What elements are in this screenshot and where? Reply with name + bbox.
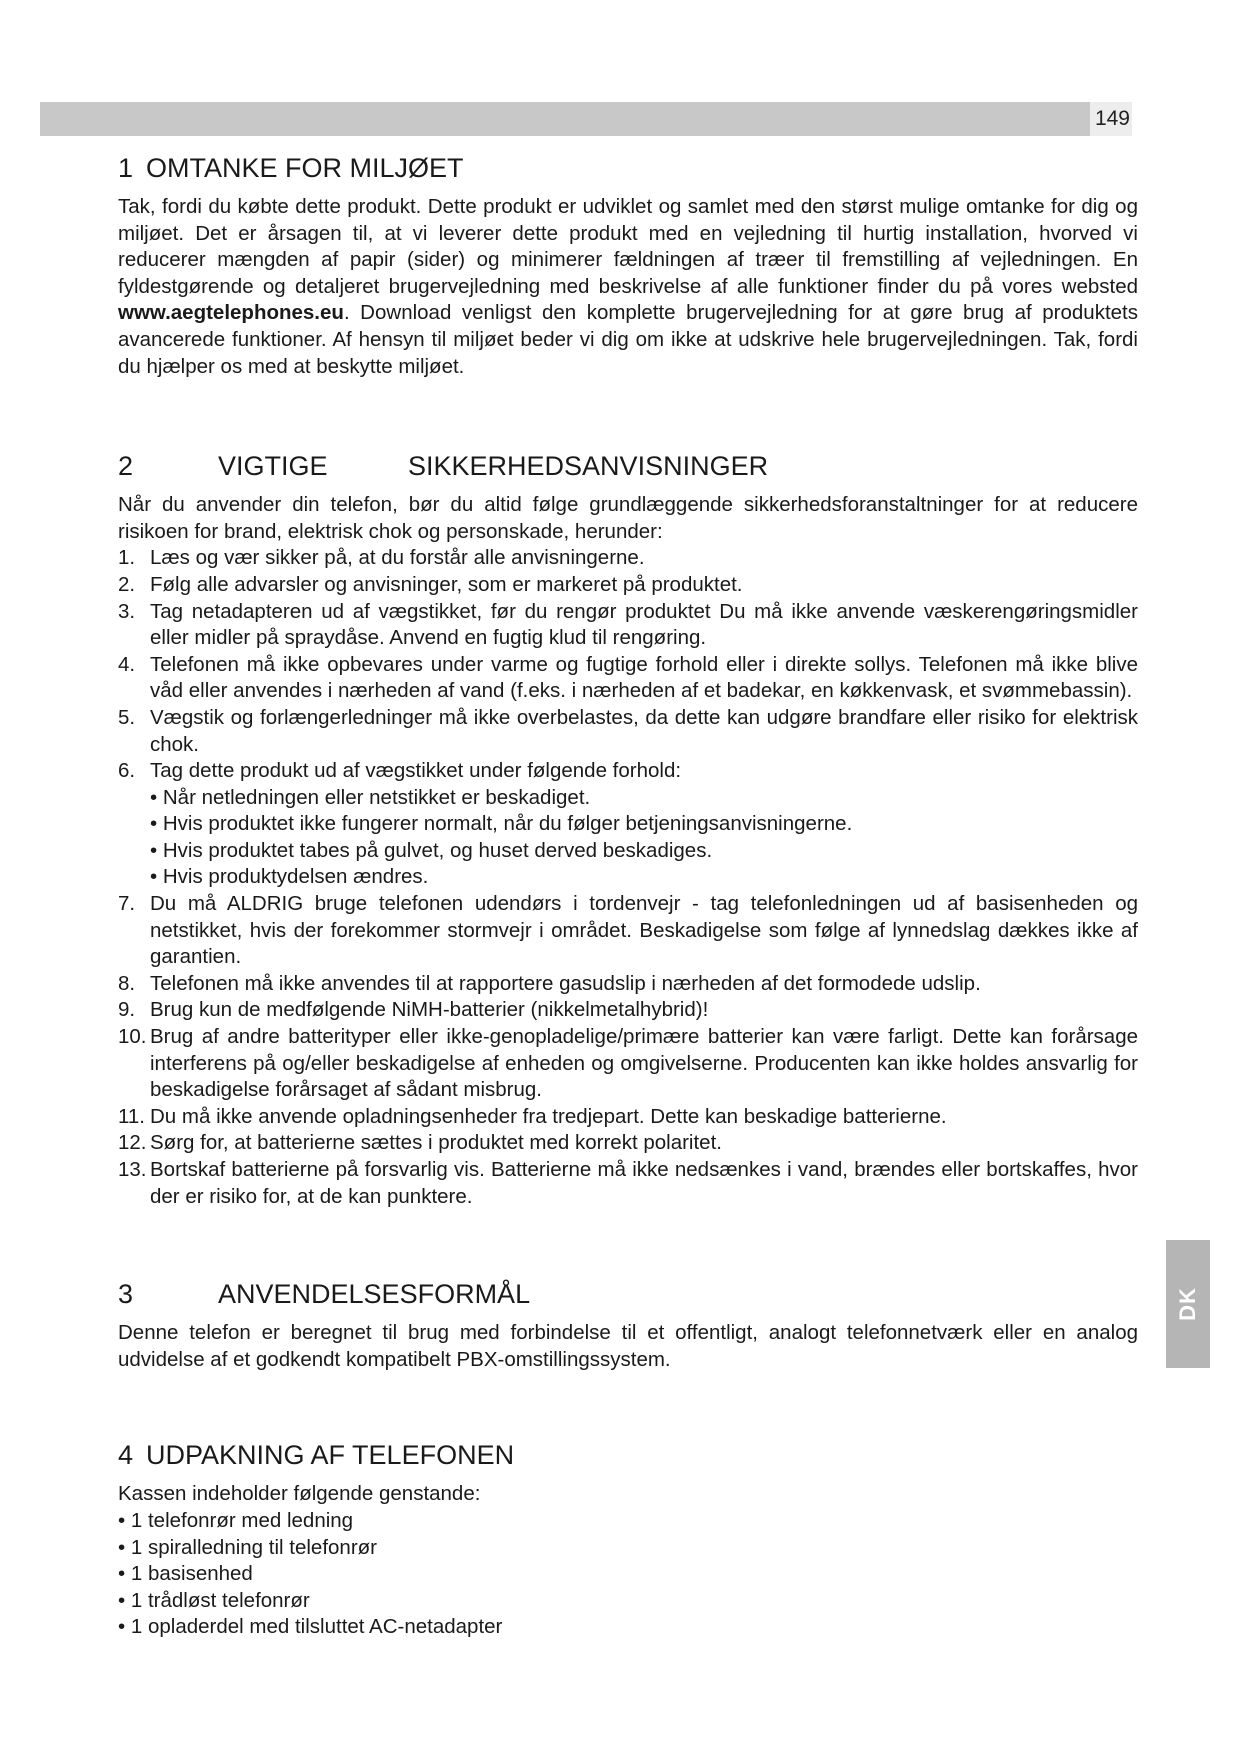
list-item (118, 599, 1138, 652)
list-item-text: Tag dette produkt ud af vægstikket under følgende forhold: (150, 759, 682, 783)
list-item-text: Sørg for, at batterierne sættes i produktet med korrekt polaritet. (150, 1131, 722, 1155)
list-item-number: 1. (118, 546, 136, 570)
section-1-title: OMTANKE FOR MILJØET (146, 153, 464, 183)
sub-list (150, 785, 1138, 891)
list-item-text: Vægstik og forlængerledninger må ikke overbelastes, da dette kan udgøre brandfare eller risiko for elektrisk chok. (150, 705, 1138, 756)
list-item-number: 2. (118, 572, 136, 596)
list-item (118, 1157, 1138, 1210)
section-2-intro: Når du anvender din telefon, bør du altid følge grundlæggende sikkerhedsforanstaltninger for at reducere risikoen for brand, elektrisk chok og personskade, herunder: (118, 493, 1138, 543)
section-1-text-before: Tak, fordi du købte dette produkt. Dette produkt er udviklet og samlet med den størst mulige omtanke for dig og miljøet. Det er årsagen til, at vi leverer dette produkt med en vejledning til hurtig installation, hvorved vi reducerer mængden af papir (sider) og minimerer fældningen af træer til fremstilling af vejledningen. En fyldestgørende og detaljeret brugervejledning med beskrivelse af alle funktioner finder du på vores websted (118, 195, 1138, 298)
section-environment (118, 150, 1138, 380)
sub-list-item: • Når netledningen eller netstikket er beskadiget. (150, 785, 591, 809)
list-item (118, 891, 1138, 971)
section-3-number: 3 (118, 1279, 134, 1310)
list-item (118, 1024, 1138, 1104)
section-2-title-word-1: VIGTIGE (218, 451, 328, 482)
sub-list-item: • Hvis produktet tabes på gulvet, og huset derved beskadiges. (150, 838, 713, 862)
section-1-paragraph (118, 194, 1138, 380)
list-item (118, 997, 1138, 1024)
list-item-number: 8. (118, 971, 136, 995)
list-item: • 1 telefonrør med ledning (118, 1508, 354, 1532)
box-contents-list (118, 1508, 1138, 1641)
section-1-text-after: . Download venligst den komplette brugervejledning for at gøre brug af produktets avancerede funktioner. Af hensyn til miljøet beder vi dig om ikke at udskrive hele brugervejledningen. Tak, fordi du hjælper os med at beskytte miljøet. (118, 301, 1138, 378)
section-2-heading (118, 448, 1138, 484)
list-item (118, 758, 1138, 891)
list-item: • 1 spiralledning til telefonrør (118, 1535, 377, 1559)
list-item-number: 5. (118, 705, 136, 729)
website-link[interactable]: www.aegtelephones.eu (118, 301, 344, 325)
list-item-text: Brug kun de medfølgende NiMH-batterier (nikkelmetalhybrid)! (150, 998, 709, 1022)
language-tab (1166, 1240, 1210, 1368)
list-item (118, 1104, 1138, 1131)
page-content (118, 150, 1138, 1641)
list-item-number: 12. (118, 1131, 147, 1155)
section-intended-use (118, 1276, 1138, 1373)
list-item-text: Brug af andre batterityper eller ikke-genopladelige/primære batterier kan være farligt. Dette kan forårsage interferens på og/eller beskadigelse af enheden og omgivelserne. Producenten kan ikke holdes ansvarlig for beskadigelse forårsaget af sådant misbrug. (150, 1025, 1138, 1102)
list-item-number: 6. (118, 759, 136, 783)
list-item (118, 572, 1138, 599)
list-item: • 1 basisenhed (118, 1562, 253, 1586)
section-3-title: ANVENDELSESFORMÅL (218, 1279, 531, 1310)
list-item-text: Tag netadapteren ud af vægstikket, før du rengør produktet Du må ikke anvende væskerengøringsmidler eller midler på spraydåse. Anvend en fugtig klud til rengøring. (150, 599, 1138, 650)
section-1-number: 1 (118, 153, 134, 183)
section-1-heading (118, 150, 1138, 186)
list-item: • 1 opladerdel med tilsluttet AC-netadapter (118, 1615, 503, 1639)
list-item-number: 11. (118, 1104, 145, 1128)
page-number: 149 (1090, 102, 1132, 136)
section-4-title: UDPAKNING AF TELEFONEN (146, 1440, 515, 1471)
language-tab-label: DK (1175, 1287, 1200, 1321)
list-item-text: Bortskaf batterierne på forsvarlig vis. Batterierne må ikke nedsænkes i vand, brændes eller bortskaffes, hvor der er risiko for, at de kan punktere. (150, 1158, 1138, 1208)
list-item-text: Telefonen må ikke opbevares under varme og fugtige forhold eller i direkte sollys. Telefonen må ikke blive våd eller anvendes i nærheden af vand (f.eks. i nærheden af et badekar, en køkkenvask, et svømmebassin). (150, 652, 1138, 703)
list-item-text: Du må ikke anvende opladningsenheder fra tredjepart. Dette kan beskadige batterierne. (150, 1104, 947, 1128)
list-item-number: 9. (118, 998, 136, 1022)
list-item (118, 652, 1138, 705)
sub-list-item: • Hvis produktydelsen ændres. (150, 865, 429, 889)
safety-list (118, 545, 1138, 1210)
list-item (118, 1130, 1138, 1157)
section-3-heading (118, 1276, 1138, 1312)
list-item-text: Du må ALDRIG bruge telefonen udendørs i tordenvejr - tag telefonledningen ud af basisenheden og netstikket, hvis der forekommer stormvejr i området. Beskadigelse som følge af lynnedslag dækkes ikke af garantien. (150, 892, 1138, 969)
header-bar (40, 102, 1090, 136)
list-item-number: 13. (118, 1158, 147, 1181)
list-item (118, 545, 1138, 572)
list-item-text: Følg alle advarsler og anvisninger, som er markeret på produktet. (150, 572, 743, 596)
section-2-number: 2 (118, 451, 134, 482)
list-item-number: 3. (118, 599, 136, 623)
list-item (118, 971, 1138, 998)
list-item-text: Læs og vær sikker på, at du forstår alle anvisningerne. (150, 546, 645, 570)
section-4-heading (118, 1437, 1138, 1473)
section-2-title-word-2: SIKKERHEDSANVISNINGER (408, 451, 769, 482)
section-4-intro: Kassen indeholder følgende genstande: (118, 1482, 481, 1506)
list-item-number: 7. (118, 892, 136, 916)
sub-list-item: • Hvis produktet ikke fungerer normalt, når du følger betjeningsanvisningerne. (150, 812, 853, 836)
section-unpacking (118, 1437, 1138, 1641)
section-3-paragraph: Denne telefon er beregnet til brug med forbindelse til et offentligt, analogt telefonnetværk eller en analog udvidelse af et godkendt kompatibelt PBX-omstillingssystem. (118, 1321, 1138, 1371)
list-item-number: 4. (118, 652, 136, 676)
list-item: • 1 trådløst telefonrør (118, 1588, 310, 1612)
list-item (118, 705, 1138, 758)
list-item-number: 10. (118, 1025, 147, 1049)
section-safety (118, 448, 1138, 1210)
section-4-number: 4 (118, 1440, 134, 1471)
list-item-text: Telefonen må ikke anvendes til at rapportere gasudslip i nærheden af det formodede udslip. (150, 971, 981, 995)
